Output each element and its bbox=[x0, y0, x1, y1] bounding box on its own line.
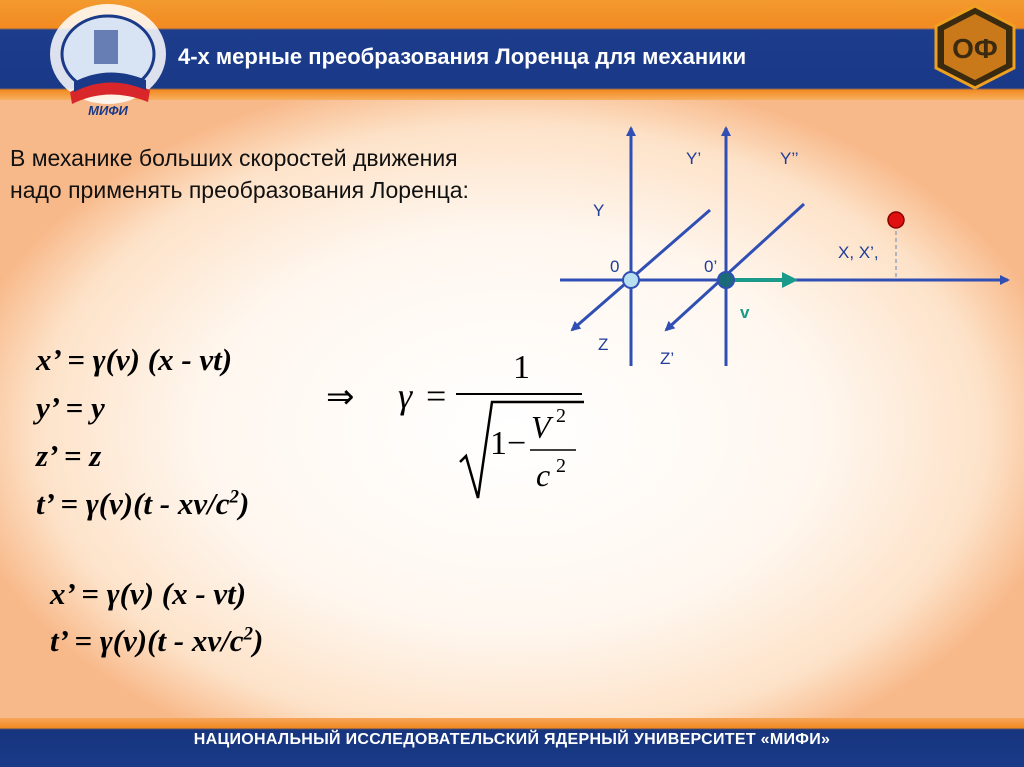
z-axis bbox=[572, 210, 710, 330]
label-origin: 0 bbox=[610, 257, 620, 276]
footer-text: НАЦИОНАЛЬНЫЙ ИССЛЕДОВАТЕЛЬСКИЙ ЯДЕРНЫЙ УНИВЕРСИТЕТ «МИФИ» bbox=[193, 731, 831, 748]
slide-title: 4-х мерные преобразования Лоренца для механики bbox=[178, 44, 747, 69]
minus-sign: − bbox=[507, 425, 527, 462]
university-logo-icon bbox=[40, 2, 180, 122]
light-speed-symbol: c bbox=[536, 457, 551, 493]
equation-x-reduced: x’ = γ(v) (x - vt) bbox=[50, 576, 247, 611]
department-logo-icon bbox=[932, 4, 1018, 90]
implies-symbol: ⇒ bbox=[326, 377, 355, 417]
label-origin-prime: 0’ bbox=[704, 257, 718, 276]
lorentz-equations bbox=[36, 336, 249, 528]
origin-point bbox=[623, 272, 639, 288]
svg-text:ОФ: ОФ bbox=[952, 33, 998, 64]
intro-line-1: В механике больших скоростей движения bbox=[10, 145, 458, 171]
equation-t-reduced: t’ = $\gamma(v)(t - xv/c^2)$ bbox=[50, 623, 264, 658]
numerator: 1 bbox=[513, 349, 530, 386]
svg-text:МИФИ: МИФИ bbox=[88, 103, 128, 118]
one-term: 1 bbox=[490, 425, 507, 462]
equals-sign: = bbox=[426, 376, 447, 416]
equation-y: y’ = y bbox=[36, 390, 105, 425]
z-prime-axis bbox=[666, 204, 804, 330]
equation-x: x’ = γ(v) (x - vt) bbox=[36, 342, 233, 377]
label-y-double-prime: Y’’ bbox=[780, 149, 799, 168]
label-velocity: v bbox=[740, 303, 750, 322]
event-point bbox=[888, 212, 904, 228]
reduced-equations bbox=[50, 570, 263, 664]
reference-frames-diagram bbox=[560, 120, 1020, 380]
light-speed-exponent: 2 bbox=[556, 455, 566, 477]
intro-line-2: надо применять преобразования Лоренца: bbox=[10, 177, 469, 203]
label-y-prime: Y’ bbox=[686, 149, 702, 168]
label-x-axis: X, X’, bbox=[838, 243, 879, 262]
equation-t: t’ = $\gamma(v)(t - xv/c^2)$ bbox=[36, 486, 250, 521]
gamma-symbol: γ bbox=[398, 376, 413, 416]
intro-text bbox=[10, 142, 590, 206]
label-z: Z bbox=[598, 335, 609, 354]
label-y: Y bbox=[593, 201, 605, 220]
gamma-formula bbox=[326, 330, 616, 520]
origin-prime-point bbox=[718, 272, 734, 288]
velocity-symbol: V bbox=[531, 409, 551, 445]
label-z-prime: Z’ bbox=[660, 349, 675, 368]
velocity-exponent: 2 bbox=[556, 405, 566, 427]
equation-z: z’ = z bbox=[36, 438, 102, 473]
